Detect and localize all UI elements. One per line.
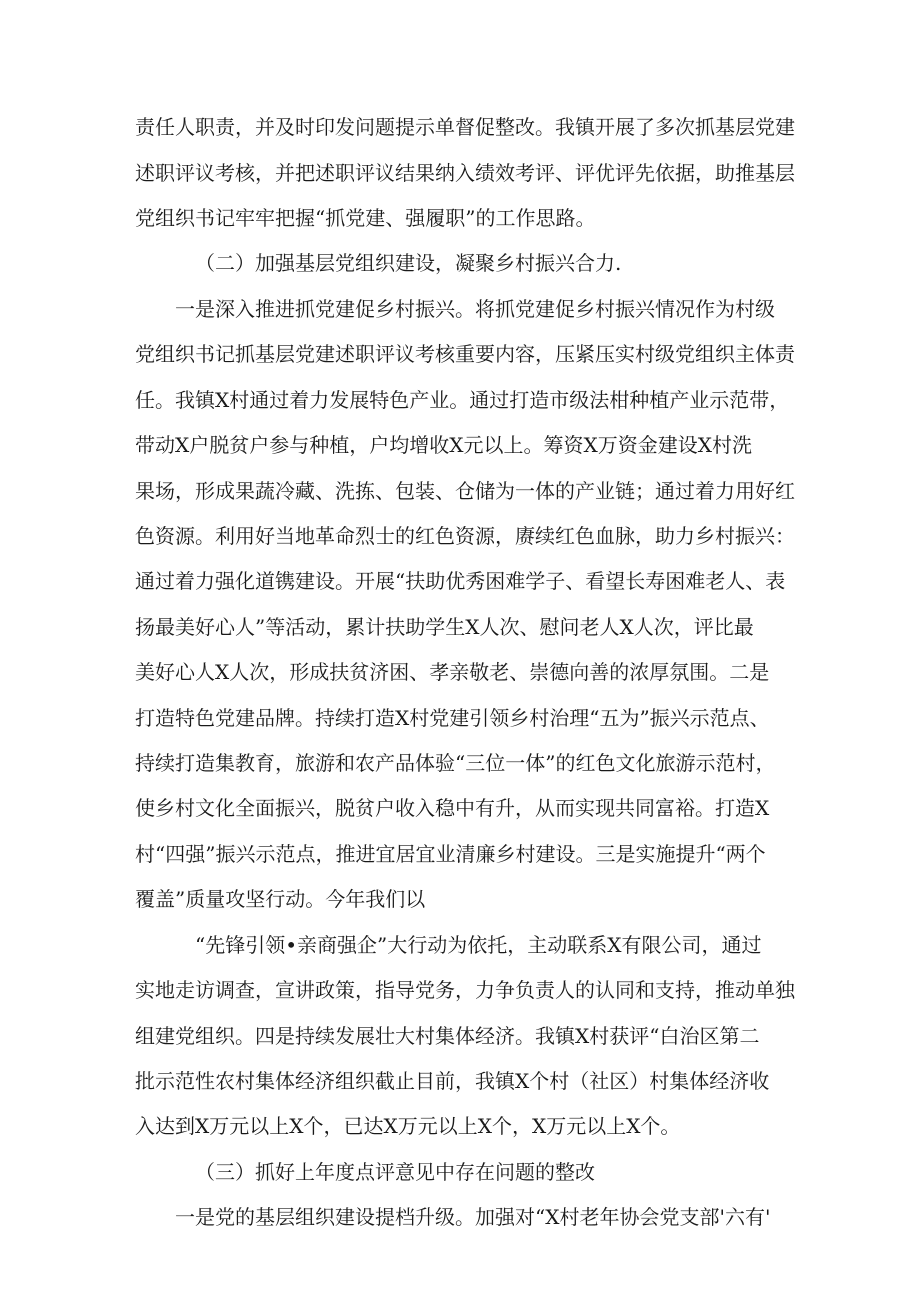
paragraph-line: 美好心人X人次，形成扶贫济困、孝亲敬老、崇德向善的浓厚氛围。二是 <box>135 660 770 684</box>
paragraph-line: 实地走访调查，宣讲政策，指导党务，力争负责人的认同和支持，推动单独 <box>135 978 795 1002</box>
paragraph-line: 批示范性农村集体经济组织截止目前，我镇X个村（社区）村集体经济收 <box>135 1069 770 1093</box>
paragraph-line: 果场，形成果蔬冷藏、洗拣、包装、仓储为一体的产业链；通过着力用好红 <box>135 479 795 503</box>
paragraph-line: 覆盖”质量攻坚行动。今年我们以 <box>135 887 426 911</box>
paragraph-line: 打造特色党建品牌。持续打造X村党建引领乡村治理“五为”振兴示范点、 <box>135 706 770 730</box>
paragraph-line: “先锋引领•亲商强企”大行动为依托，主动联系X有限公司，通过 <box>195 933 762 957</box>
paragraph-line: 扬最美好心人”等活动，累计扶助学生X人次、慰问老人X人次，评比最 <box>135 615 754 639</box>
section-heading: （二）加强基层党组织建设，凝聚乡村振兴合力. <box>195 251 622 275</box>
paragraph-line: 党组织书记抓基层党建述职评议考核重要内容，压紧压实村级党组织主体责 <box>135 342 795 366</box>
paragraph-line: 入达到X万元以上X个，已达X万元以上X个，X万元以上X个。 <box>135 1114 681 1138</box>
section-heading: （三）抓好上年度点评意见中存在问题的整改 <box>195 1160 595 1184</box>
paragraph-line: 责任人职责，并及时印发问题提示单督促整改。我镇开展了多次抓基层党建 <box>135 115 795 139</box>
paragraph-line: 使乡村文化全面振兴，脱贫户收入稳中有升，从而实现共同富裕。打造X <box>135 796 770 820</box>
paragraph-line: 色资源。利用好当地革命烈士的红色资源，赓续红色血脉，助力乡村振兴： <box>135 524 795 548</box>
paragraph-line: 一是深入推进抓党建促乡村振兴。将抓党建促乡村振兴情况作为村级 <box>175 297 775 321</box>
paragraph-line: 组建党组织。四是持续发展壮大村集体经济。我镇X村获评“白治区第二 <box>135 1024 760 1048</box>
paragraph-line: 持续打造集教育，旅游和农产品体验“三位一体”的红色文化旅游示范村， <box>135 751 776 775</box>
paragraph-line: 任。我镇X村通过着力发展特色产业。通过打造市级法柑种植产业示范带， <box>135 388 790 412</box>
paragraph-line: 党组织书记牢牢把握“抓党建、强履职”的工作思路。 <box>135 206 596 230</box>
paragraph-line: 村“四强”振兴示范点，推进宜居宜业清廉乡村建设。三是实施提升“两个 <box>135 842 766 866</box>
paragraph-line: 带动X户脱贫户参与种植，户均增收X元以上。筹资X万资金建设X村洗 <box>135 433 752 457</box>
paragraph-line: 述职评议考核，并把述职评议结果纳入绩效考评、评优评先依据，助推基层 <box>135 161 795 185</box>
paragraph-line: 通过着力强化道镌建设。开展“扶助优秀困难学子、看望长寿困难老人、表 <box>135 569 786 593</box>
paragraph-line: 一是党的基层组织建设提档升级。加强对“X村老年协会党支部'六有' <box>175 1205 771 1229</box>
